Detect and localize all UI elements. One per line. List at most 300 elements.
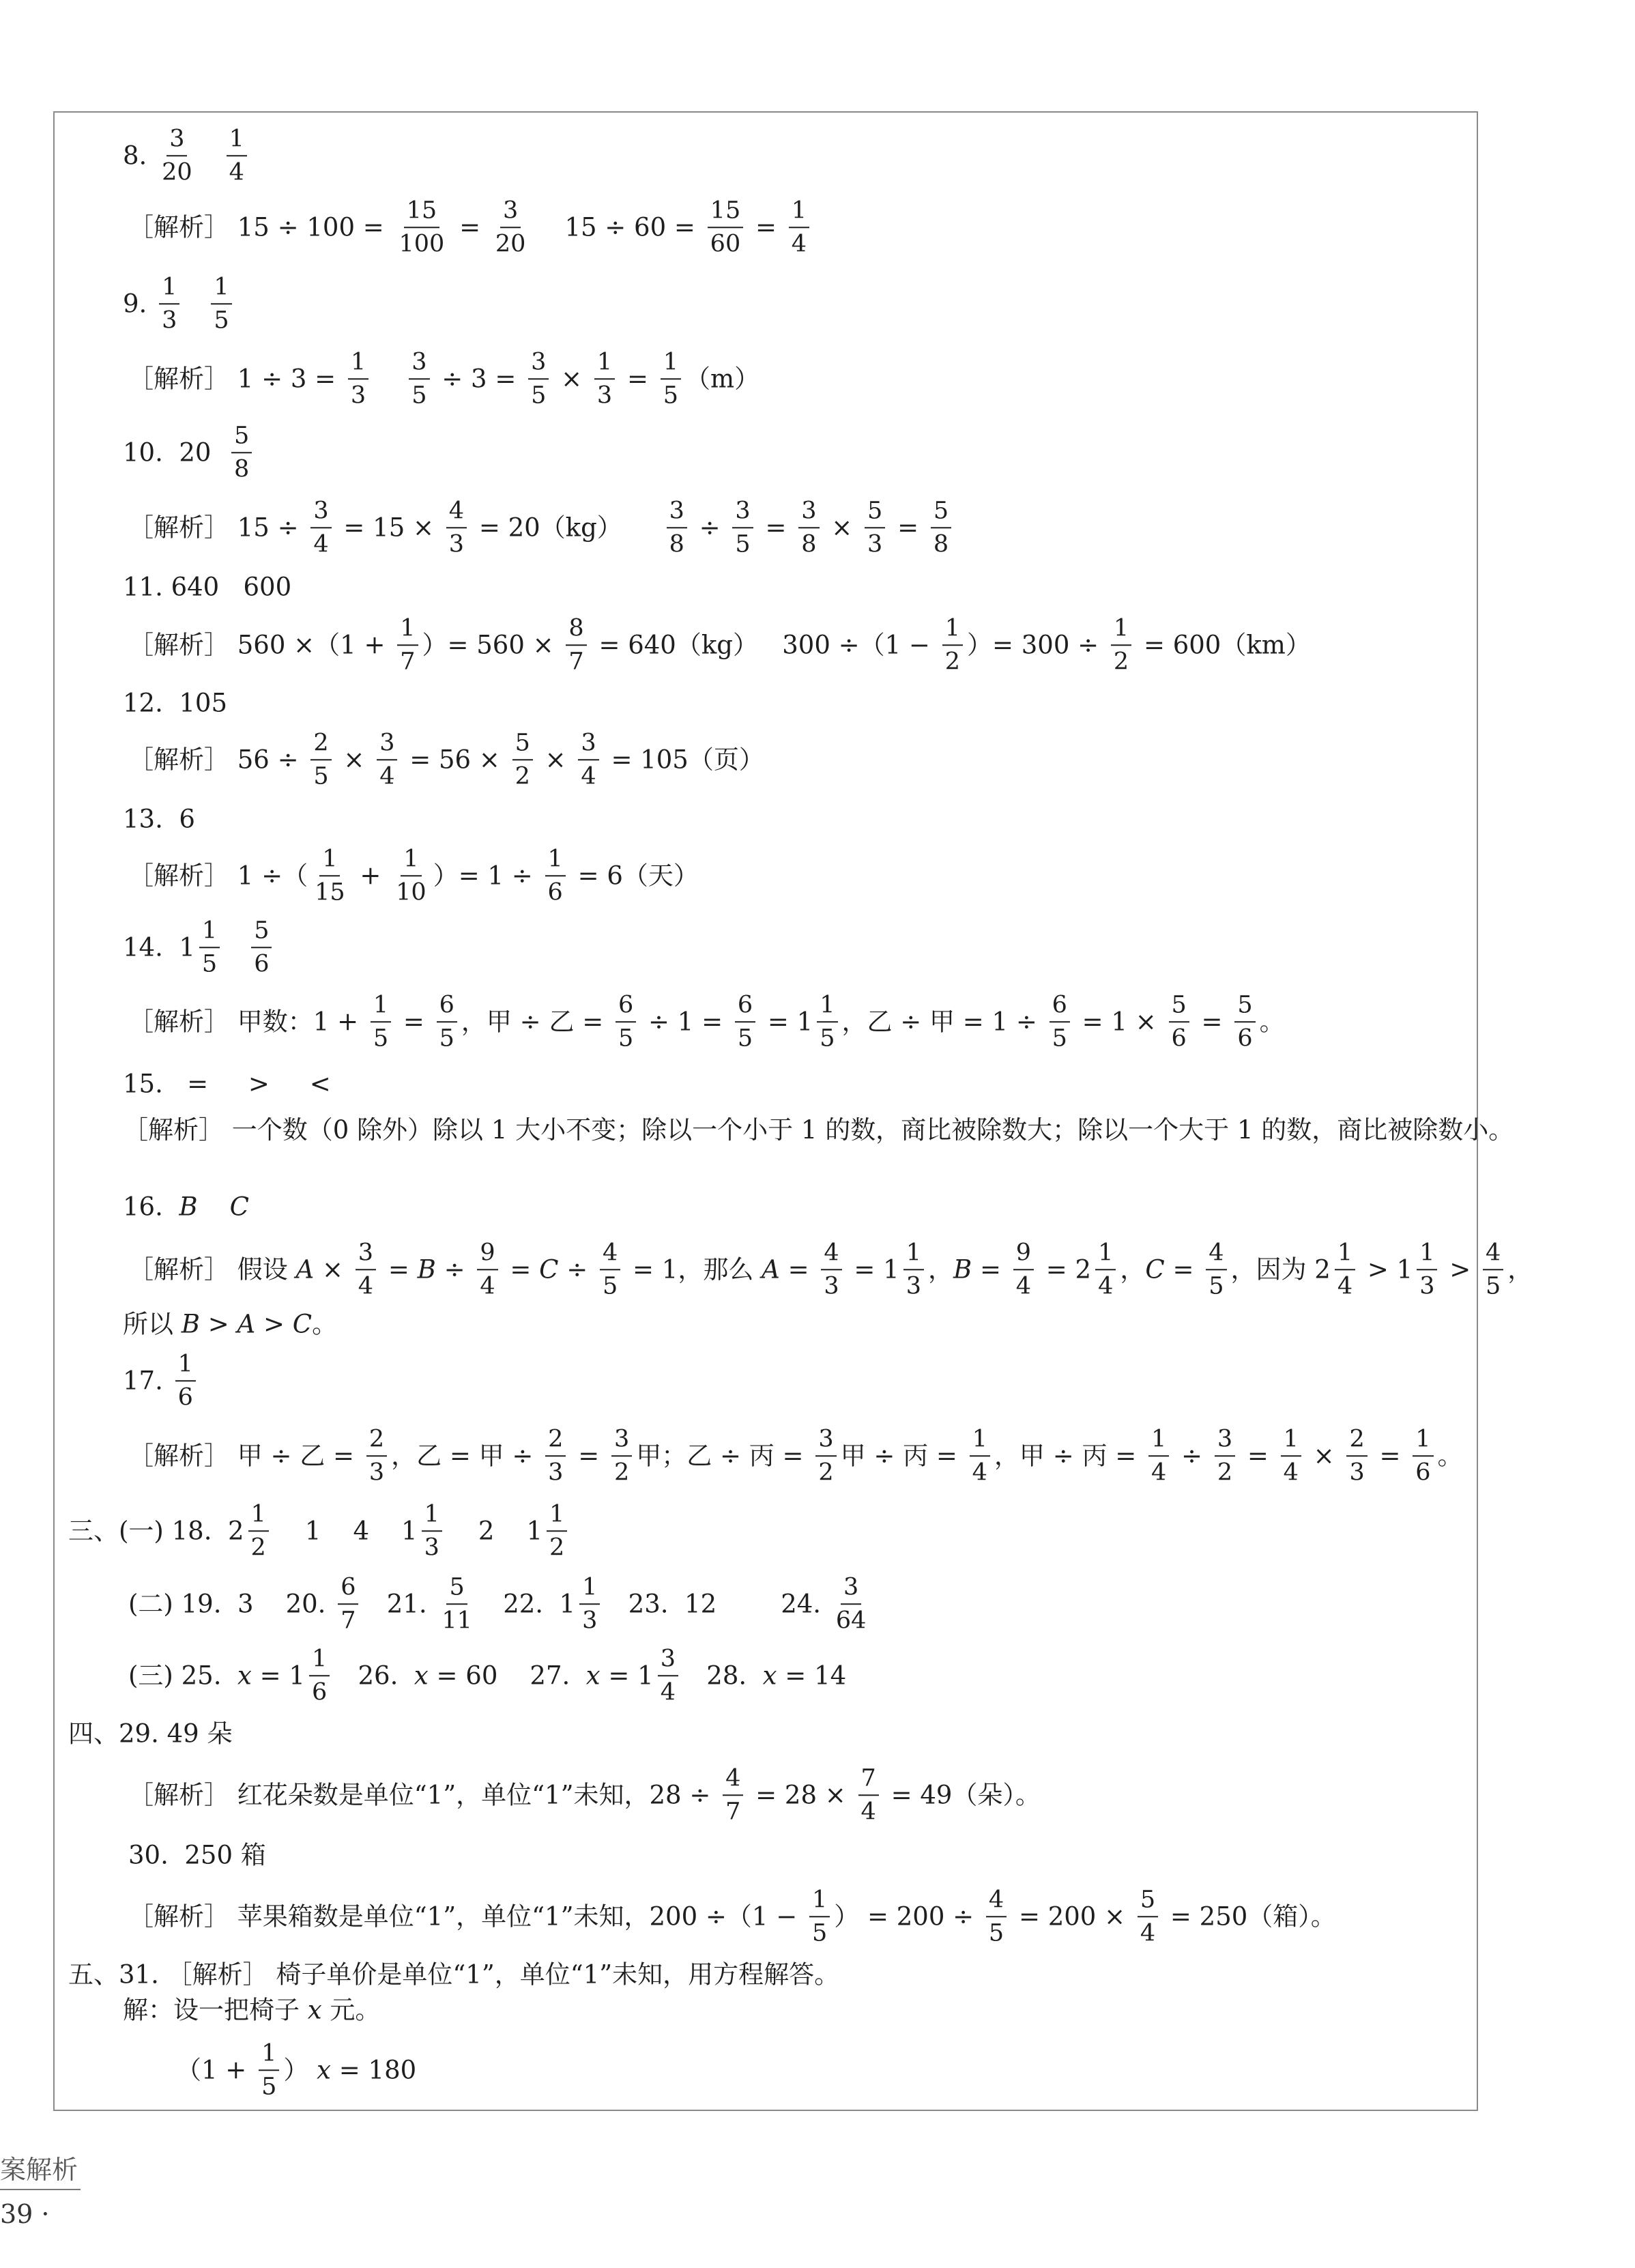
answer-line xyxy=(68,1721,232,1747)
denominator: 3 xyxy=(1419,1272,1435,1300)
numerator: 3 xyxy=(732,498,753,528)
text-segment: ［解析］ 560 ×（1 + xyxy=(128,630,394,660)
numerator: 1 xyxy=(319,846,340,876)
numerator: 1 xyxy=(942,616,963,646)
fraction xyxy=(310,730,331,789)
fraction xyxy=(227,126,247,185)
footer-label: 案解析 xyxy=(0,2149,81,2190)
text-segment: 四、29. 49 朵 xyxy=(68,1719,233,1749)
text-segment: = 49（朵）。 xyxy=(882,1780,1041,1810)
fraction xyxy=(312,846,348,905)
denominator: 11 xyxy=(442,1607,472,1634)
text-segment: ，甲 ÷ 丙 = xyxy=(994,1441,1144,1471)
answer-line xyxy=(123,572,292,602)
text-segment: 甲 ÷ 丙 = xyxy=(840,1441,966,1471)
numerator: 3 xyxy=(377,730,397,760)
numerator: 8 xyxy=(566,616,586,646)
numerator: 9 xyxy=(1013,1240,1034,1270)
text-segment xyxy=(373,367,405,392)
text-segment: = xyxy=(972,1254,1009,1284)
numerator: 2 xyxy=(366,1426,387,1456)
numerator: 3 xyxy=(658,1646,678,1676)
numerator: 4 xyxy=(600,1240,620,1270)
fraction xyxy=(545,846,566,905)
fraction xyxy=(1206,1240,1226,1299)
text-segment: (二) 19. 3 20. xyxy=(128,1589,334,1619)
variable: B xyxy=(417,1254,436,1284)
denominator: 3 xyxy=(582,1607,598,1634)
variable: x xyxy=(237,1661,252,1691)
text-segment: ） = 200 ÷ xyxy=(834,1901,982,1932)
text-segment: = 200 × xyxy=(1011,1901,1133,1932)
numerator: 3 xyxy=(815,1426,836,1456)
text-segment: 26. xyxy=(334,1661,414,1691)
text-segment: = xyxy=(747,212,785,242)
answer-line xyxy=(128,730,764,789)
numerator: 6 xyxy=(616,992,636,1022)
text-segment: = 1 xyxy=(600,1661,654,1691)
text-segment: > 1 xyxy=(1359,1254,1413,1284)
fraction xyxy=(366,1426,387,1485)
text-segment: ）= 560 × xyxy=(422,630,562,660)
text-segment: = xyxy=(1371,1441,1409,1471)
fraction xyxy=(798,498,819,557)
denominator: 3 xyxy=(448,530,465,558)
fraction xyxy=(667,498,687,557)
denominator: 4 xyxy=(860,1798,876,1825)
text-segment: 12. 105 xyxy=(123,688,227,718)
numerator: 4 xyxy=(1206,1240,1226,1270)
variable: x xyxy=(585,1661,601,1691)
text-segment: ÷ xyxy=(435,1254,474,1284)
numerator: 1 xyxy=(422,1502,442,1532)
denominator: 4 xyxy=(1015,1272,1032,1300)
text-segment: ［解析］ 假设 xyxy=(128,1254,296,1284)
fraction xyxy=(600,1240,620,1299)
text-segment: = 60 27. xyxy=(428,1661,586,1691)
answer-line xyxy=(128,1766,1041,1824)
denominator: 8 xyxy=(233,455,250,483)
denominator: 5 xyxy=(811,1919,828,1947)
numerator: 1 xyxy=(594,349,615,379)
denominator: 5 xyxy=(214,306,229,334)
numerator: 4 xyxy=(446,498,467,528)
answer-line xyxy=(123,1351,200,1410)
denominator: 2 xyxy=(549,1534,565,1561)
numerator: 15 xyxy=(708,198,744,228)
answer-line xyxy=(128,1887,1336,1946)
answer-line xyxy=(128,198,813,257)
numerator: 5 xyxy=(512,730,533,760)
variable: B xyxy=(181,1309,200,1339)
text-segment: × xyxy=(335,745,373,775)
text-segment: 13. 6 xyxy=(123,804,195,834)
denominator: 5 xyxy=(735,530,751,558)
text-segment: ［解析］ 甲数：1 + xyxy=(128,1007,366,1037)
numerator: 3 xyxy=(841,1575,861,1605)
denominator: 6 xyxy=(1237,1024,1253,1052)
fraction xyxy=(789,198,809,257)
variable: A xyxy=(237,1309,256,1339)
text-segment: = xyxy=(1193,1007,1231,1037)
denominator: 5 xyxy=(1209,1272,1224,1300)
denominator: 3 xyxy=(1349,1459,1365,1486)
numerator: 1 xyxy=(1413,1426,1433,1456)
text-segment: = 1 xyxy=(251,1661,305,1691)
answer-line xyxy=(123,1194,249,1220)
text-segment: ÷ xyxy=(1173,1441,1211,1471)
numerator: 1 xyxy=(903,1240,924,1270)
fraction xyxy=(658,1646,678,1705)
text-segment: = xyxy=(380,1254,418,1284)
text-segment: = xyxy=(757,513,795,543)
text-segment: 五、31. ［解析］ 椅子单价是单位“1”，单位“1”未知，用方程解答。 xyxy=(68,1960,840,1990)
text-segment: ÷ xyxy=(558,1254,596,1284)
denominator: 3 xyxy=(162,306,177,334)
text-segment: 1 4 1 xyxy=(272,1516,418,1546)
text-segment: = 2 xyxy=(1038,1254,1092,1284)
text-segment: ［解析］ 1 ÷（ xyxy=(128,861,308,891)
variable: C xyxy=(539,1254,559,1284)
fraction xyxy=(159,274,179,333)
text-segment: × xyxy=(823,513,861,543)
numerator: 9 xyxy=(477,1240,497,1270)
fraction xyxy=(708,198,744,257)
text-segment: ［解析］ 56 ÷ xyxy=(128,745,307,775)
fraction xyxy=(251,918,272,977)
text-segment: 9. xyxy=(123,289,156,319)
fraction xyxy=(858,1766,879,1824)
variable: x xyxy=(307,1995,322,2025)
text-segment: = 28 × xyxy=(747,1780,854,1810)
numerator: 1 xyxy=(348,349,368,379)
fraction xyxy=(1335,1240,1355,1299)
numerator: 1 xyxy=(397,616,418,646)
denominator: 5 xyxy=(531,382,547,409)
text-segment: ［解析］ 15 ÷ xyxy=(128,513,307,543)
denominator: 5 xyxy=(603,1272,618,1300)
answer-line xyxy=(123,1069,331,1099)
text-segment: = 1 xyxy=(759,1007,813,1037)
answer-line xyxy=(123,918,276,977)
numerator: 6 xyxy=(437,992,457,1022)
numerator: 1 xyxy=(371,992,391,1022)
denominator: 5 xyxy=(988,1919,1004,1947)
fraction xyxy=(1169,992,1189,1051)
text-segment: ） xyxy=(283,2055,317,2085)
fraction xyxy=(579,1575,600,1633)
denominator: 5 xyxy=(663,382,679,409)
text-segment: 14. 1 xyxy=(123,932,195,962)
variable: C xyxy=(229,1192,249,1222)
text-segment: = 640（kg） 300 ÷（1 − xyxy=(590,630,938,660)
fraction xyxy=(310,498,331,557)
numerator: 2 xyxy=(310,730,331,760)
numerator: 1 xyxy=(579,1575,600,1605)
numerator: 1 xyxy=(1417,1240,1437,1270)
text-segment: 22. 1 xyxy=(478,1589,576,1619)
numerator: 5 xyxy=(865,498,885,528)
numerator: 5 xyxy=(1234,992,1255,1022)
text-segment: ÷ xyxy=(691,513,729,543)
denominator: 4 xyxy=(1283,1459,1299,1486)
numerator: 2 xyxy=(545,1426,566,1456)
fraction xyxy=(159,126,195,185)
text-segment: × xyxy=(553,364,590,394)
denominator: 5 xyxy=(737,1024,753,1052)
fraction xyxy=(1234,992,1255,1051)
numerator: 3 xyxy=(611,1426,632,1456)
answer-line xyxy=(123,423,256,482)
variable: A xyxy=(762,1254,780,1284)
fraction xyxy=(1281,1426,1301,1485)
numerator: 2 xyxy=(1346,1426,1367,1456)
fraction xyxy=(371,992,391,1051)
numerator: 1 xyxy=(789,198,809,228)
text-segment: ÷ 1 = xyxy=(640,1007,731,1037)
denominator: 4 xyxy=(1098,1272,1114,1300)
answer-line xyxy=(123,126,251,185)
denominator: 5 xyxy=(313,762,329,790)
denominator: 64 xyxy=(835,1607,867,1634)
numerator: 1 xyxy=(259,2041,279,2071)
denominator: 5 xyxy=(1052,1024,1067,1052)
variable: C xyxy=(292,1309,313,1339)
numerator: 1 xyxy=(1335,1240,1355,1270)
text-segment: ÷ 3 = xyxy=(433,364,525,394)
denominator: 2 xyxy=(1217,1459,1233,1486)
text-segment: > xyxy=(199,1309,237,1339)
denominator: 5 xyxy=(820,1024,835,1052)
denominator: 4 xyxy=(313,530,329,558)
denominator: 8 xyxy=(801,530,817,558)
variable: C xyxy=(1145,1254,1165,1284)
text-segment: × xyxy=(1305,1441,1343,1471)
denominator: 7 xyxy=(341,1607,356,1634)
fraction xyxy=(259,2041,279,2099)
answer-line xyxy=(128,498,955,557)
fraction xyxy=(338,1575,358,1633)
denominator: 3 xyxy=(350,382,366,409)
text-segment: ， xyxy=(1507,1254,1533,1284)
fraction xyxy=(578,730,598,789)
answer-line xyxy=(128,1575,873,1633)
numerator: 1 xyxy=(248,1502,269,1532)
text-segment: > xyxy=(255,1309,293,1339)
denominator: 5 xyxy=(1486,1272,1501,1300)
text-segment: = 105（页） xyxy=(603,745,764,775)
denominator: 2 xyxy=(818,1459,834,1486)
denominator: 3 xyxy=(368,1459,385,1486)
fraction xyxy=(1138,1887,1158,1946)
answer-line xyxy=(128,616,1311,674)
answer-line xyxy=(123,1309,338,1339)
denominator: 3 xyxy=(548,1459,564,1486)
numerator: 4 xyxy=(723,1766,743,1796)
numerator: 4 xyxy=(986,1887,1007,1917)
text-segment: × xyxy=(536,745,575,775)
denominator: 5 xyxy=(411,382,427,409)
numerator: 3 xyxy=(578,730,598,760)
fraction xyxy=(422,1502,442,1560)
answer-line xyxy=(123,1110,1515,1150)
numerator: 1 xyxy=(1095,1240,1116,1270)
numerator: 5 xyxy=(446,1575,467,1605)
fraction xyxy=(611,1426,632,1485)
text-segment: = 56 × xyxy=(401,745,508,775)
answer-line xyxy=(128,846,699,905)
denominator: 4 xyxy=(358,1272,374,1300)
fraction xyxy=(397,616,418,674)
text-segment: 17. xyxy=(123,1366,171,1396)
denominator: 2 xyxy=(515,762,530,790)
denominator: 4 xyxy=(1151,1459,1167,1486)
text-segment: = 14 xyxy=(777,1661,847,1691)
variable: x xyxy=(414,1661,429,1691)
fraction xyxy=(723,1766,743,1824)
denominator: 6 xyxy=(1415,1459,1431,1486)
fraction xyxy=(931,498,951,557)
text-segment: = 250（箱）。 xyxy=(1162,1901,1336,1932)
text-segment: 三、(一) 18. 2 xyxy=(68,1516,244,1546)
fraction xyxy=(1095,1240,1116,1299)
text-segment: ［解析］ 1 ÷ 3 = xyxy=(128,364,344,394)
fraction xyxy=(809,1887,830,1946)
answer-line xyxy=(128,1646,846,1705)
answer-line xyxy=(128,992,1285,1051)
numerator: 1 xyxy=(809,1887,830,1917)
denominator: 3 xyxy=(906,1272,922,1300)
fraction xyxy=(512,730,533,789)
numerator: 1 xyxy=(199,918,220,948)
text-segment: = xyxy=(395,1007,433,1037)
text-segment: = 1 × xyxy=(1073,1007,1165,1037)
denominator: 3 xyxy=(824,1272,839,1300)
fraction xyxy=(211,274,231,333)
numerator: 3 xyxy=(667,498,687,528)
text-segment: = xyxy=(779,1254,818,1284)
text-segment: = xyxy=(502,1254,540,1284)
denominator: 6 xyxy=(177,1383,193,1411)
text-segment: ， xyxy=(1120,1254,1146,1284)
denominator: 3 xyxy=(424,1534,439,1561)
text-segment: = 6（天） xyxy=(569,861,699,891)
numerator: 1 xyxy=(1148,1426,1169,1456)
text-segment: 。 xyxy=(312,1309,338,1339)
text-segment: 28. xyxy=(682,1661,763,1691)
text-segment: = 1，那么 xyxy=(624,1254,762,1284)
fraction xyxy=(348,349,368,408)
denominator: 7 xyxy=(725,1798,741,1825)
line-text: ［解析］ 一个数（0 除外）除以 1 大小不变；除以一个小于 1 的数，商比被除数大；除以一个大于 1 的数，商比被除数小。 xyxy=(123,1115,1514,1145)
variable: x xyxy=(317,2055,331,2085)
denominator: 8 xyxy=(669,530,684,558)
numerator: 1 xyxy=(661,349,681,379)
fraction xyxy=(356,1240,376,1299)
fraction xyxy=(1417,1240,1437,1299)
text-segment: ， xyxy=(928,1254,954,1284)
numerator: 4 xyxy=(821,1240,841,1270)
text-segment: 21. xyxy=(362,1589,435,1619)
fraction xyxy=(231,423,252,482)
denominator: 3 xyxy=(596,382,613,409)
answer-line xyxy=(68,1960,840,1990)
numerator: 1 xyxy=(175,1351,196,1381)
fraction xyxy=(446,498,467,557)
text-segment: + xyxy=(351,861,390,891)
text-segment: = xyxy=(1164,1254,1202,1284)
denominator: 4 xyxy=(379,762,395,790)
denominator: 5 xyxy=(439,1024,454,1052)
text-segment: 所以 xyxy=(123,1309,182,1339)
answer-line xyxy=(128,1426,1463,1485)
text-segment: （1 + xyxy=(176,2055,255,2085)
text-segment: = 600（km） xyxy=(1135,630,1311,660)
variable: B xyxy=(953,1254,972,1284)
text-segment: = xyxy=(570,1441,607,1471)
fraction xyxy=(1413,1426,1433,1485)
text-segment: ，乙 = 甲 ÷ xyxy=(391,1441,542,1471)
numerator: 5 xyxy=(1169,992,1189,1022)
text-segment: = 15 × xyxy=(335,513,442,543)
denominator: 7 xyxy=(568,648,584,675)
text-segment: = 1 xyxy=(845,1254,899,1284)
fraction xyxy=(1346,1426,1367,1485)
denominator: 7 xyxy=(400,648,416,675)
denominator: 20 xyxy=(495,230,526,257)
text-segment: 元。 xyxy=(321,1995,381,2025)
denominator: 4 xyxy=(972,1459,987,1486)
fraction xyxy=(493,198,529,257)
denominator: 6 xyxy=(311,1678,328,1706)
answer-line xyxy=(128,1240,1533,1299)
fraction xyxy=(865,498,885,557)
numerator: 1 xyxy=(401,846,421,876)
numerator: 1 xyxy=(159,274,179,304)
fraction xyxy=(817,992,837,1051)
numerator: 6 xyxy=(1050,992,1070,1022)
denominator: 4 xyxy=(1140,1919,1156,1947)
fraction xyxy=(437,992,457,1051)
numerator: 5 xyxy=(931,498,951,528)
numerator: 1 xyxy=(211,274,231,304)
text-segment: 30. 250 箱 xyxy=(128,1840,266,1870)
text-segment: 23. 12 24. xyxy=(604,1589,829,1619)
numerator: 4 xyxy=(1483,1240,1503,1270)
numerator: 5 xyxy=(231,423,252,453)
denominator: 6 xyxy=(547,878,563,906)
text-segment: ［解析］ 红花朵数是单位“1”，单位“1”未知，28 ÷ xyxy=(128,1780,719,1810)
fraction xyxy=(815,1426,836,1485)
text-segment xyxy=(198,1194,230,1220)
denominator: 5 xyxy=(201,950,218,977)
text-segment: ［解析］ 甲 ÷ 乙 = xyxy=(128,1441,362,1471)
text-segment: 8. xyxy=(123,141,156,171)
denominator: 15 xyxy=(315,878,345,906)
text-segment: 甲；乙 ÷ 丙 = xyxy=(636,1441,812,1471)
text-segment: 15. = > < xyxy=(123,1069,331,1099)
answer-line xyxy=(123,804,195,834)
denominator: 4 xyxy=(1337,1272,1353,1300)
denominator: 2 xyxy=(944,648,960,675)
text-segment: (三) 25. xyxy=(128,1661,237,1691)
denominator: 5 xyxy=(618,1024,634,1052)
numerator: 3 xyxy=(798,498,819,528)
fraction xyxy=(175,1351,196,1410)
denominator: 6 xyxy=(254,950,270,977)
numerator: 1 xyxy=(309,1646,330,1676)
text-segment: ）= 1 ÷ xyxy=(433,861,541,891)
